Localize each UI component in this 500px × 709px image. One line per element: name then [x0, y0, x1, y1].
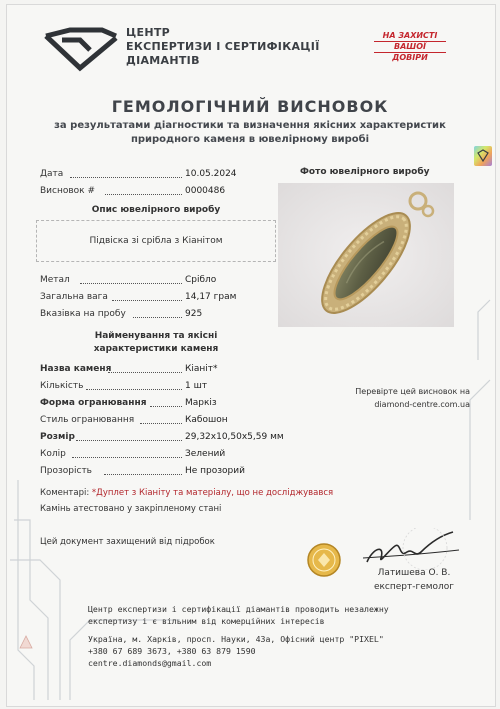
stone-section-title [36, 330, 276, 356]
comment-row [40, 488, 333, 498]
color-value: Зелений [185, 449, 226, 459]
seal-line-3: ДОВІРИ [392, 53, 428, 62]
weight-dots [112, 292, 182, 301]
comment-text: *Дуплет з Кіаніту та матеріалу, що не досліджувався [91, 488, 334, 498]
org-line-3: ДІАМАНТІВ [126, 54, 200, 67]
size-value: 29,32х10,50х5,59 мм [185, 432, 284, 442]
pendant-image [278, 183, 454, 327]
stone-section-line-2: характеристики каменя [93, 344, 219, 354]
document-title: ГЕМОЛОГІЧНИЙ ВИСНОВОК [111, 97, 389, 116]
clarity-value: Не прозорий [185, 466, 245, 476]
cut-shape-value: Маркіз [185, 398, 217, 408]
quantity-value: 1 шт [185, 381, 208, 391]
cut-shape-label: Форма огранювання [40, 398, 147, 408]
verify-link[interactable]: diamond-centre.com.ua [374, 400, 470, 409]
stone-name-value: Кіаніт* [185, 364, 218, 374]
date-dots [70, 169, 182, 178]
number-label: Висновок # [40, 186, 96, 196]
item-description: Підвіска зі срібла з Кіанітом [89, 236, 223, 246]
photo-title: Фото ювелірного виробу [300, 167, 430, 177]
verify-line-1: Перевірте цей висновок на [355, 387, 470, 396]
footer [88, 603, 428, 669]
stone-name-label: Назва каменя [40, 364, 112, 374]
weight-value: 14,17 грам [185, 292, 237, 302]
clarity-label: Прозорість [40, 466, 92, 476]
clarity-dots [104, 466, 182, 475]
footer-address: Україна, м. Харків, просп. Науки, 43а, Офісний центр "PIXEL" [88, 634, 384, 644]
document-subtitle [20, 119, 480, 147]
footer-line-1: Центр експертизи і сертифікації діамантів проводить незалежну [88, 604, 389, 614]
item-section-title: Опис ювелірного виробу [91, 205, 221, 215]
cut-style-value: Кабошон [185, 415, 228, 425]
signer-block [348, 566, 480, 594]
metal-dots [80, 275, 182, 284]
cut-style-dots [140, 415, 182, 424]
date-label: Дата [40, 169, 64, 179]
org-line-2: ЕКСПЕРТИЗИ І СЕРТИФІКАЦІЇ [126, 40, 320, 53]
seal-line-1: НА ЗАХИСТІ [374, 31, 446, 42]
org-line-1: ЦЕНТР [126, 26, 170, 39]
quantity-dots [86, 381, 182, 390]
signer-name: Латишева О. В. [377, 568, 451, 578]
stone-section-line-1: Найменування та якісні [94, 331, 218, 341]
jewelry-photo [278, 183, 454, 327]
organization-name [126, 26, 320, 68]
subtitle-line-1: за результатами діагностики та визначення якісних характеристик [54, 120, 446, 131]
stone-certified-note: Камінь атестовано у закріпленому стані [40, 504, 222, 514]
date-value: 10.05.2024 [185, 169, 237, 179]
footer-email[interactable]: centre.diamonds@gmail.com [88, 658, 212, 668]
color-dots [72, 449, 182, 458]
hallmark-dots [133, 309, 182, 318]
metal-label: Метал [40, 275, 70, 285]
diamond-logo-icon [40, 26, 120, 72]
hologram-icon [473, 145, 493, 167]
subtitle-line-2: природного каменя в ювелірному виробі [130, 134, 370, 145]
size-label: Розмір [40, 432, 75, 442]
cut-style-label: Стиль огранювання [40, 415, 135, 425]
hallmark-label: Вказівка на пробу [40, 309, 126, 319]
cut-shape-dots [150, 398, 182, 407]
number-dots [105, 186, 182, 195]
protected-note: Цей документ захищений від підробок [40, 537, 215, 547]
seal-line-2: ВАШОЇ [374, 42, 446, 53]
gold-stamp-icon [306, 542, 342, 578]
quantity-label: Кількість [40, 381, 84, 391]
weight-label: Загальна вага [40, 292, 108, 302]
stone-name-dots [108, 364, 182, 373]
number-value: 0000486 [185, 186, 226, 196]
metal-value: Срібло [185, 275, 217, 285]
footer-phones: +380 67 689 3673, +380 63 879 1590 [88, 646, 256, 656]
signature-image [355, 528, 465, 570]
signer-role: експерт-гемолог [373, 582, 455, 592]
verify-note [330, 385, 470, 411]
comment-label: Коментарі: [40, 488, 90, 498]
footer-line-2: експертизу і є вільним від комерційних інтересів [88, 616, 325, 626]
trust-seal [374, 31, 446, 63]
color-label: Колір [40, 449, 66, 459]
hallmark-value: 925 [185, 309, 203, 319]
size-dots [76, 432, 182, 441]
